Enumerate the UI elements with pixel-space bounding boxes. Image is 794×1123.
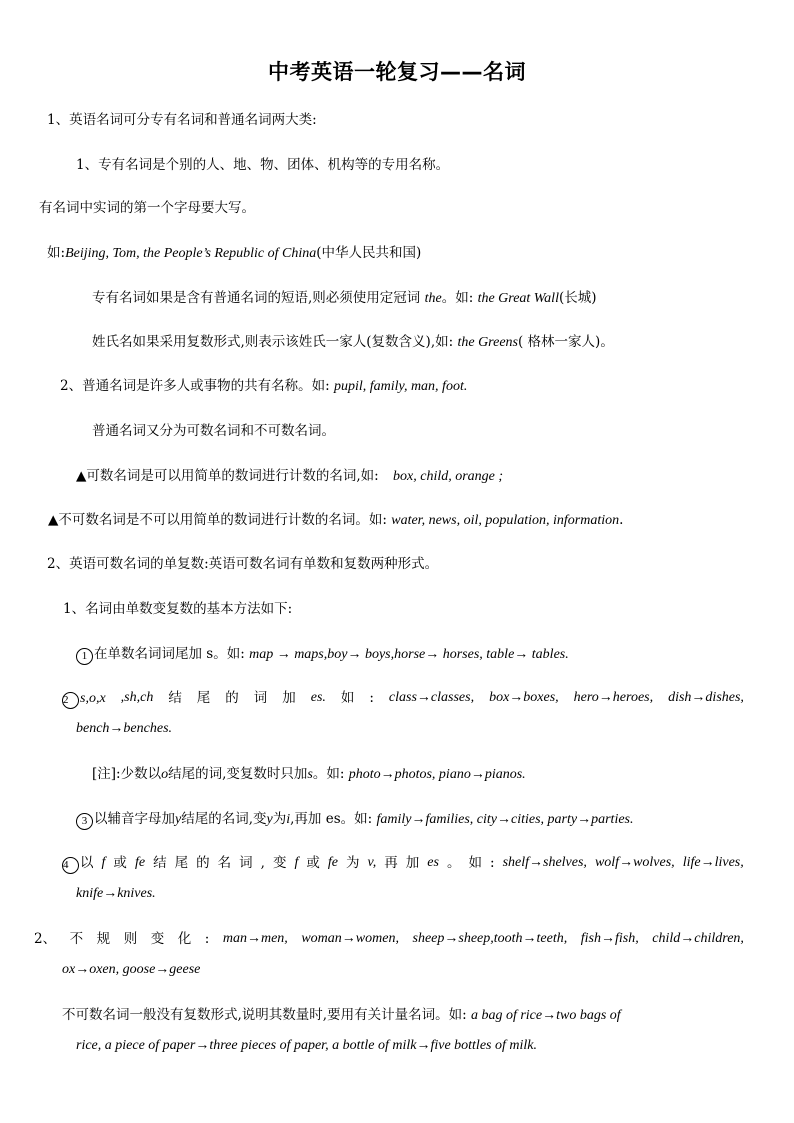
article-word: the — [424, 291, 442, 306]
rule-text: 2、普通名词是许多人或事物的共有名称。如: — [60, 378, 330, 394]
example-token: wolf→wolves, — [594, 855, 675, 870]
letter: s — [307, 767, 313, 782]
definite-article-rule — [92, 289, 597, 308]
section-1-heading: 1、英语名词可分专有名词和普通名词两大类: — [47, 112, 317, 128]
rule-text: 姓氏名如果采用复数形式,则表示该姓氏一家人(复数含义),如: — [92, 334, 454, 350]
example-english: family→families, city→cities, party→parties. — [376, 812, 634, 827]
capitalization-rule: 有名词中实词的第一个字母要大写。 — [39, 200, 255, 216]
plural-rule-2-note — [92, 765, 526, 784]
common-noun-split: 普通名词又分为可数名词和不可数名词。 — [92, 423, 335, 439]
plural-rule-2-continued: bench→benches. — [76, 721, 173, 736]
example-token: shelf→shelves, — [502, 855, 587, 870]
circled-number-1: 1 — [76, 648, 93, 665]
rule-text: 在单数名词词尾加 s。如: — [94, 646, 245, 662]
rule-token: 加 — [282, 690, 296, 706]
proper-noun-definition: 1、专有名词是个别的人、地、物、团体、机构等的专用名称。 — [76, 157, 450, 173]
plural-methods-heading: 1、名词由单数变复数的基本方法如下: — [63, 601, 293, 617]
rule-text: 不可数名词一般没有复数形式,说明其数量时,要用有关计量名词。如: — [62, 1007, 467, 1023]
rule-token: v, — [367, 855, 377, 870]
rule-token: 结 — [168, 690, 182, 706]
example-english: the Great Wall — [477, 291, 559, 306]
plural-rule-4-continued: knife→knives. — [76, 886, 156, 901]
letter: i — [286, 812, 291, 827]
note-text-2: 结尾的词,变复数时只加 — [168, 766, 308, 782]
example-token: fish→fish, — [580, 931, 639, 946]
rule-text: 专有名词如果是含有普通名词的短语,则必须使用定冠词 — [92, 290, 421, 306]
example-token: class→classes, — [388, 690, 475, 705]
rule-token: 的 — [225, 690, 239, 706]
rule-token: 为 — [346, 855, 360, 871]
rule-token: 规 — [96, 931, 111, 947]
plural-rule-2 — [62, 689, 744, 709]
rule-token: 词 — [239, 855, 253, 871]
example-english: pupil, family, man, foot. — [333, 379, 468, 394]
rule-token: 变 — [150, 931, 165, 947]
example-token: woman→women, — [301, 931, 399, 946]
circled-number-2: 2 — [62, 692, 79, 709]
example-token: life→lives, — [682, 855, 744, 870]
rule-token: s,o,x — [80, 691, 106, 706]
rule-token: 尾 — [174, 855, 189, 871]
plural-rule-1 — [76, 645, 569, 665]
rule-token: : — [204, 931, 210, 947]
letter: o — [161, 767, 169, 782]
plural-rule-3 — [76, 810, 634, 830]
note-text: [注]:少数以 — [92, 766, 162, 782]
rule-token: 结 — [153, 855, 167, 871]
rule-token: 加 — [405, 855, 420, 871]
example-english: map → maps,boy→ boys,horse→ horses, table→ tables. — [249, 647, 569, 662]
uncountable-noun-rule — [48, 511, 623, 530]
rule-token: 以 — [80, 855, 94, 871]
rule-token: 的 — [196, 855, 210, 871]
rule-token: es. — [310, 690, 326, 705]
rule-token: 再 — [384, 855, 398, 871]
example-token: sheep→sheep,tooth→teeth, — [412, 931, 568, 946]
rule-token: 变 — [272, 855, 287, 871]
surname-plural-rule — [92, 333, 614, 352]
rule-token: 如 — [468, 855, 482, 871]
example-english: Beijing, Tom, the People’s Republic of China — [65, 246, 317, 261]
rule-token: f — [294, 855, 299, 870]
common-noun-definition — [60, 377, 467, 396]
rule-text: 以辅音字母加 — [94, 811, 175, 827]
rule-text: ▲可数名词是可以用简单的数词进行计数的名词,如: — [76, 468, 379, 484]
proper-noun-examples — [47, 244, 421, 263]
rule-token: : — [369, 690, 374, 706]
rule-text-2: 。如: — [441, 290, 474, 306]
rule-token: 2、 — [34, 931, 57, 947]
circled-number-3: 3 — [76, 813, 93, 830]
section-2-heading: 2、英语可数名词的单复数:英语可数名词有单数和复数两种形式。 — [47, 556, 439, 572]
example-english: box, child, orange ; — [393, 469, 504, 484]
note-text-3: 。如: — [312, 766, 345, 782]
period: . — [619, 512, 624, 528]
rule-2-head — [62, 689, 106, 709]
example-prefix: 如: — [47, 245, 66, 261]
rule-token: 尾 — [196, 690, 211, 706]
rule-token: 如 — [340, 690, 355, 706]
rule-text-2: 结尾的名词,变 — [181, 811, 267, 827]
rule-text: ▲不可数名词是不可以用简单的数词进行计数的名词。如: — [48, 512, 387, 528]
example-english: a bag of rice→two bags of — [470, 1008, 621, 1023]
rule-token: es — [427, 855, 439, 870]
rule-token: 或 — [113, 855, 127, 871]
uncountable-quantity-examples: rice, a piece of paper→three pieces of paper, a bottle of milk→five bottles of milk. — [76, 1038, 537, 1053]
irregular-plurals-continued: ox→oxen, goose→geese — [62, 962, 201, 977]
example-english: water, news, oil, population, information — [391, 513, 620, 528]
page-title: 中考英语一轮复习——名词 — [268, 60, 526, 84]
rule-4-head — [62, 854, 94, 874]
example-token: box→boxes, — [489, 690, 559, 705]
rule-token: 化 — [177, 931, 192, 947]
rule-text-3: 为 — [272, 811, 287, 827]
example-token: man→men, — [222, 931, 288, 946]
example-english: photo→photos, piano→pianos. — [348, 767, 526, 782]
example-translation: (中华人民共和国) — [316, 245, 422, 261]
circled-number-4: 4 — [62, 857, 79, 874]
example-english: the Greens — [457, 335, 518, 350]
rule-token: 不 — [69, 931, 84, 947]
rule-token: : — [489, 855, 495, 871]
example-token: dish→dishes, — [668, 690, 744, 705]
uncountable-quantity-rule — [62, 1006, 621, 1025]
plural-rule-4 — [62, 854, 744, 874]
rule-text-4: ,再加 es。如: — [290, 811, 373, 827]
letter: y — [266, 812, 273, 827]
rule-token: f — [101, 855, 106, 870]
rule-token: ,sh,ch — [120, 690, 154, 705]
letter: y — [175, 812, 182, 827]
irregular-plurals — [34, 930, 744, 948]
rule-token: , — [260, 855, 265, 871]
rule-token: 或 — [306, 855, 320, 871]
example-translation: ( 格林一家人)。 — [518, 334, 614, 350]
rule-token: 词 — [253, 690, 268, 706]
example-token: child→children, — [652, 931, 744, 946]
rule-token: fe — [134, 855, 146, 870]
countable-noun-rule — [76, 467, 503, 486]
example-token: hero→heroes, — [573, 690, 654, 705]
rule-token: fe — [327, 855, 338, 870]
rule-token: 则 — [123, 931, 138, 947]
example-translation: (长城) — [558, 290, 597, 306]
rule-token: 。 — [446, 855, 461, 871]
rule-token: 名 — [217, 855, 232, 871]
